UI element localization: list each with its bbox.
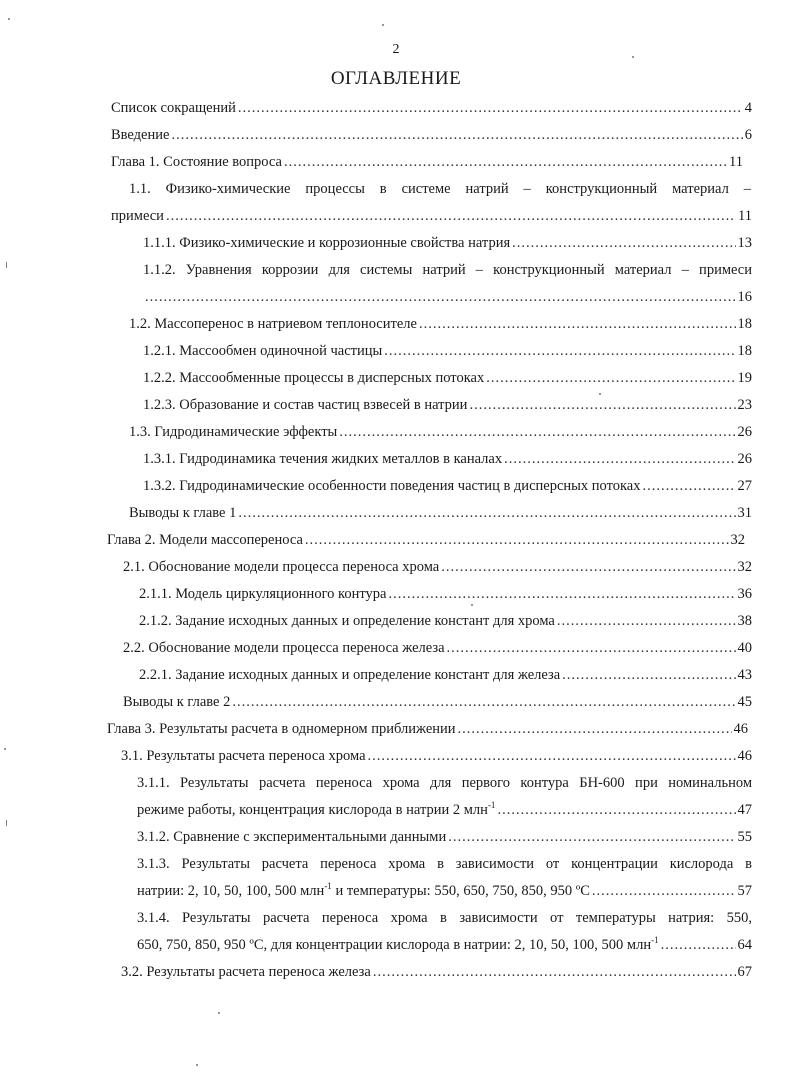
- scan-speck: [471, 604, 473, 606]
- dot-leader: [512, 235, 735, 252]
- dot-leader: [448, 829, 735, 846]
- toc-entry[interactable]: 1.3.2. Гидродинамические особенности поведения частиц в дисперсных потоках ..... 27: [143, 478, 752, 495]
- dot-leader: [384, 343, 735, 360]
- toc-page-number: 38: [737, 613, 752, 629]
- dot-leader: [232, 694, 735, 711]
- toc-entry[interactable]: Введение ..... 6: [111, 127, 752, 144]
- dot-leader: [642, 478, 735, 495]
- dot-leader: [486, 370, 735, 387]
- toc-page-number: 18: [737, 343, 752, 359]
- toc-entry[interactable]: 1.1.1. Физико-химические и коррозионные свойства натрия ..... 13: [143, 235, 752, 252]
- toc-entry[interactable]: 2.1.1. Модель циркуляционного контура ..... 36: [139, 586, 752, 603]
- toc-entry[interactable]: 3.1.2. Сравнение с экспериментальными данными ..... 55: [137, 829, 752, 846]
- toc-entry-line: 1.1. Физико-химические процессы в системе натрий – конструкционный материал –: [129, 181, 751, 197]
- dot-leader: [419, 316, 736, 333]
- toc-page-number: 31: [737, 505, 752, 521]
- scan-speck: [632, 56, 634, 58]
- dot-leader: [305, 532, 729, 549]
- toc-entry-line: 3.1.4. Результаты расчета переноса хрома в зависимости от температуры натрия: 550,: [137, 910, 752, 926]
- scan-speck: [382, 24, 384, 26]
- dot-leader: [171, 127, 742, 144]
- page-title: ОГЛАВЛЕНИЕ: [330, 68, 462, 89]
- dot-leader: [458, 721, 732, 738]
- superscript: -1: [324, 881, 332, 892]
- toc-page-number: 13: [737, 235, 752, 251]
- toc-entry[interactable]: 2.1.2. Задание исходных данных и определение констант для хрома ..... 38: [139, 613, 752, 630]
- dot-leader: [504, 451, 735, 468]
- dot-leader: [166, 208, 736, 225]
- scan-speck: [599, 393, 601, 395]
- scan-speck: [4, 748, 6, 750]
- toc-entry[interactable]: [143, 289, 752, 306]
- toc-page-number: 55: [737, 829, 752, 845]
- dot-leader: [388, 586, 735, 603]
- dot-leader: [238, 505, 735, 522]
- toc-entry[interactable]: Глава 2. Модели массопереноса ..... 32: [107, 532, 745, 549]
- toc-entry[interactable]: натрии: 2, 10, 50, 100, 500 млн$^{-1}$ и температуры: 550, 650, 750, 850, 950 ºС ..... 57: [137, 883, 752, 900]
- toc-entry[interactable]: 2.2. Обоснование модели процесса переноса железа ..... 40: [123, 640, 752, 657]
- toc-entry[interactable]: 1.3.1. Гидродинамика течения жидких металлов в каналах ..... 26: [143, 451, 752, 468]
- toc-page-number: 26: [737, 424, 752, 440]
- superscript: -1: [487, 800, 496, 811]
- dot-leader: [339, 424, 735, 441]
- toc-entry[interactable]: Выводы к главе 2 ..... 45: [123, 694, 752, 711]
- superscript: -1: [651, 935, 659, 946]
- toc-page-number: 18: [737, 316, 752, 332]
- toc-page-number: 36: [737, 586, 752, 602]
- toc-page-number: 6: [744, 127, 752, 143]
- dot-leader: [373, 964, 736, 981]
- toc-entry[interactable]: примеси ..... 11: [111, 208, 752, 225]
- toc-page-number: 57: [737, 883, 752, 899]
- toc-entry-line: 1.1.2. Уравнения коррозии для системы натрий – конструкционный материал – примеси: [143, 262, 752, 278]
- scan-speck: [218, 1012, 220, 1014]
- toc-page-number: 40: [737, 640, 752, 656]
- toc-entry-line: 3.1.1. Результаты расчета переноса хрома для первого контура БН-600 при номинальном: [137, 775, 752, 791]
- dot-leader: [368, 748, 736, 765]
- toc-page-number: 16: [737, 289, 752, 305]
- toc-entry[interactable]: 650, 750, 850, 950 ºС, для концентрации кислорода в натрии: 2, 10, 50, 100, 500 млн$^{-1}$ ..... 64: [137, 937, 752, 954]
- toc-entry[interactable]: 3.1. Результаты расчета переноса хрома ..... 46: [121, 748, 752, 765]
- table-of-contents: [0, 97, 792, 997]
- toc-page-number: 27: [737, 478, 752, 494]
- toc-entry[interactable]: Список сокращений ..... 4: [111, 100, 752, 117]
- dot-leader: [661, 937, 736, 954]
- dot-leader: [284, 154, 727, 171]
- toc-entry[interactable]: 3.2. Результаты расчета переноса железа ..... 67: [121, 964, 752, 981]
- scan-speck: [196, 1064, 198, 1066]
- toc-page-number: 26: [737, 451, 752, 467]
- toc-page-number: 4: [744, 100, 752, 116]
- dot-leader: [592, 883, 736, 900]
- toc-entry[interactable]: 1.2. Массоперенос в натриевом теплоносителе ..... 18: [129, 316, 752, 333]
- dot-leader: [145, 289, 736, 306]
- dot-leader: [469, 397, 735, 414]
- dot-leader: [238, 100, 743, 117]
- toc-page-number: 47: [737, 802, 752, 818]
- dot-leader: [497, 802, 735, 819]
- toc-entry[interactable]: 1.3. Гидродинамические эффекты ..... 26: [129, 424, 752, 441]
- dot-leader: [562, 667, 735, 684]
- toc-entry[interactable]: 1.2.2. Массообменные процессы в дисперсных потоках ..... 19: [143, 370, 752, 387]
- dot-leader: [441, 559, 735, 576]
- toc-page-number: 67: [737, 964, 752, 980]
- toc-page-number: 64: [737, 937, 752, 953]
- toc-page-number: 46: [737, 748, 752, 764]
- scan-speck: [6, 820, 7, 826]
- toc-entry[interactable]: 2.2.1. Задание исходных данных и определение констант для железа ..... 43: [139, 667, 752, 684]
- toc-entry-line: 3.1.3. Результаты расчета переноса хрома в зависимости от концентрации кислорода в: [137, 856, 752, 872]
- toc-page-number: 19: [737, 370, 752, 386]
- toc-page-number: 11: [738, 208, 752, 224]
- toc-entry[interactable]: Глава 3. Результаты расчета в одномерном приближении ..... 46: [107, 721, 748, 738]
- toc-entry[interactable]: режиме работы, концентрация кислорода в натрии 2 млн$^{-1}$ ..... 47: [137, 802, 752, 819]
- toc-entry[interactable]: 2.1. Обоснование модели процесса переноса хрома ..... 32: [123, 559, 752, 576]
- toc-page-number: 45: [737, 694, 752, 710]
- toc-entry[interactable]: Выводы к главе 1 ..... 31: [129, 505, 752, 522]
- toc-entry[interactable]: 1.2.3. Образование и состав частиц взвесей в натрии ..... 23: [143, 397, 752, 414]
- toc-page-number: 11: [729, 154, 743, 170]
- dot-leader: [447, 640, 736, 657]
- scan-speck: [8, 18, 10, 20]
- toc-entry[interactable]: 1.2.1. Массообмен одиночной частицы ..... 18: [143, 343, 752, 360]
- toc-page-number: 32: [737, 559, 752, 575]
- page-number: 2: [392, 42, 400, 57]
- toc-page-number: 46: [733, 721, 748, 737]
- toc-page-number: 32: [730, 532, 745, 548]
- toc-page-number: 43: [737, 667, 752, 683]
- toc-page-number: 23: [737, 397, 752, 413]
- toc-entry[interactable]: Глава 1. Состояние вопроса ..... 11: [111, 154, 743, 171]
- dot-leader: [557, 613, 736, 630]
- scan-speck: [6, 262, 7, 268]
